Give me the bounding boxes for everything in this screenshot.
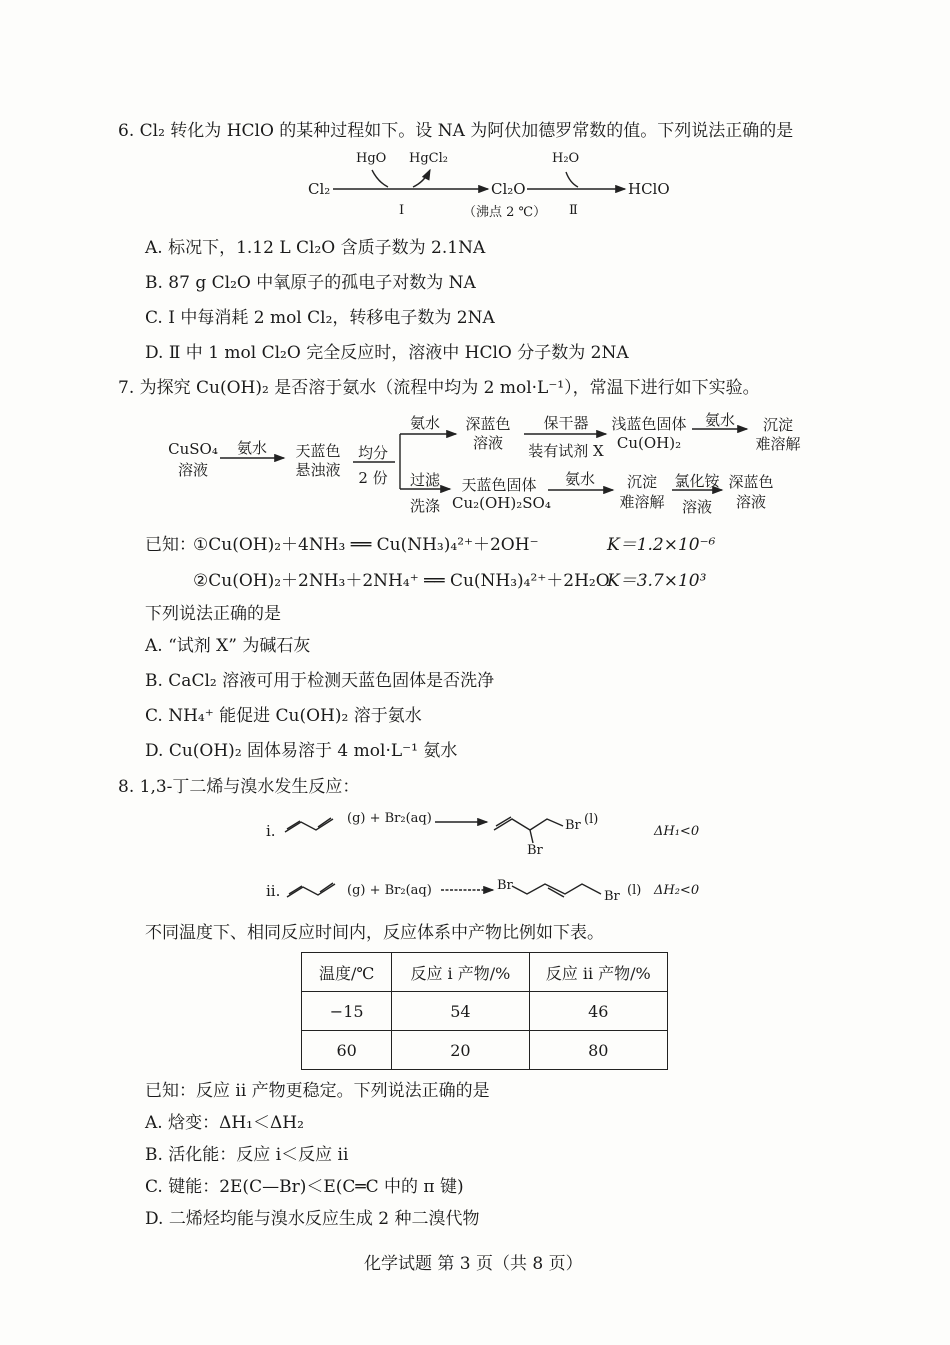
q6-step2: Ⅱ — [569, 203, 578, 218]
q7-option-b: B. CaCl₂ 溶液可用于检测天蓝色固体是否洗净 — [145, 671, 495, 691]
q8-r2-br-a: Br — [497, 878, 513, 893]
q6-option-d: D. Ⅱ 中 1 mol Cl₂O 完全反应时，溶液中 HClO 分子数为 2NA — [145, 343, 629, 363]
q8-known: 已知：反应 ii 产物更稳定。下列说法正确的是 — [145, 1081, 490, 1101]
q7-option-d: D. Cu(OH)₂ 固体易溶于 4 mol·L⁻¹ 氨水 — [145, 741, 458, 761]
table-cell: 20 — [392, 1031, 529, 1070]
q6-stem: 6. Cl₂ 转化为 HClO 的某种过程如下。设 NA 为阿伏加德罗常数的值。下列说法正确的是 — [118, 121, 794, 141]
q7-insol-2: 难溶解 — [755, 435, 801, 453]
q8-r1-cbr-bond — [530, 830, 533, 843]
q7-deep-blue-2: 溶液 — [472, 434, 503, 452]
q7-top-ammonia: 氨水 — [409, 414, 440, 432]
q7-deep-blue-1: 深蓝色 — [465, 415, 511, 433]
q7-insol-1: 沉淀 — [762, 416, 793, 434]
table-cell: 80 — [529, 1031, 668, 1070]
q7-top-ammonia-2: 氨水 — [704, 411, 735, 429]
q8-r2-dh: ΔH₂<0 — [654, 883, 700, 898]
table-header: 反应 i 产物/% — [392, 953, 529, 992]
q7-wash: 洗涤 — [409, 497, 440, 515]
q7-filter: 过滤 — [409, 471, 440, 489]
table-cell: −15 — [302, 992, 392, 1031]
q8-r2-reactants: (g) + Br₂(aq) — [347, 883, 432, 898]
q7-equation-1: ①Cu(OH)₂＋4NH₃ ══ Cu(NH₃)₄²⁺＋2OH⁻ — [193, 535, 539, 555]
q8-r1-dh: ΔH₁<0 — [654, 824, 700, 839]
q8-r2-state: (l) — [627, 883, 642, 898]
q6-mid: Cl₂O — [491, 180, 526, 198]
q7-stem: 7. 为探究 Cu(OH)₂ 是否溶于氨水（流程中均为 2 mol·L⁻¹），常温下进行如下实验。 — [118, 378, 760, 398]
table-cell: 46 — [529, 992, 668, 1031]
q8-option-c: C. 键能：2E(C—Br)＜E(C═C 中的 π 键) — [145, 1177, 464, 1197]
q7-bot-insol-1: 沉淀 — [626, 473, 657, 491]
page-footer: 化学试题 第 3 页（共 8 页） — [364, 1254, 583, 1274]
q6-start: Cl₂ — [308, 180, 331, 198]
q8-stem: 8. 1,3-丁二烯与溴水发生反应： — [118, 777, 360, 797]
q7-nh4cl-solution: 溶液 — [681, 498, 712, 516]
q7-dryer: 保干器 — [543, 414, 589, 432]
q6-option-a: A. 标况下，1.12 L Cl₂O 含质子数为 2.1NA — [145, 238, 486, 258]
table-cell: 54 — [392, 992, 529, 1031]
q7-k1: K＝1.2×10⁻⁶ — [607, 535, 716, 555]
q6-end: HClO — [628, 180, 670, 198]
q7-bot-insol-2: 难溶解 — [619, 493, 665, 511]
q7-bot-deep-1: 深蓝色 — [728, 473, 774, 491]
q8-r1-diene-db2 — [318, 818, 331, 827]
q8-r2-diene-db1 — [289, 886, 302, 894]
q8-r1-reactants: (g) + Br₂(aq) — [347, 811, 432, 826]
q7-with-x: 装有试剂 X — [528, 442, 604, 460]
table-header: 温度/℃ — [302, 953, 392, 992]
q7-equation-2: ②Cu(OH)₂＋2NH₃＋2NH₄⁺ ══ Cu(NH₃)₄²⁺＋2H₂O — [193, 571, 610, 591]
q8-r2-diene-db2 — [320, 883, 333, 892]
q7-known-label: 已知： — [145, 535, 196, 555]
q7-ask: 下列说法正确的是 — [145, 604, 281, 624]
q7-basic-salt: Cu₂(OH)₂SO₄ — [452, 494, 551, 512]
q8-r2-label: ii. — [266, 882, 281, 900]
q6-hgcl2-curve — [413, 170, 430, 187]
q7-ammonia-1: 氨水 — [236, 439, 267, 457]
q8-option-b: B. 活化能：反应 i＜反应 ii — [145, 1145, 349, 1165]
q8-option-a: A. 焓变：ΔH₁＜ΔH₂ — [145, 1113, 304, 1133]
q7-nh4cl: 氯化铵 — [674, 472, 720, 490]
q8-r2-br-b: Br — [604, 889, 620, 904]
q6-option-b: B. 87 g Cl₂O 中氧原子的孤电子对数为 NA — [145, 273, 476, 293]
q8-r1-br-b: Br — [527, 843, 543, 858]
table-cell: 60 — [302, 1031, 392, 1070]
q6-hgo-curve — [372, 170, 388, 187]
q6-water: H₂O — [552, 151, 580, 166]
q7-cuso4-solution: 溶液 — [177, 461, 208, 479]
q7-k2: K＝3.7×10³ — [607, 571, 707, 591]
q7-option-c: C. NH₄⁺ 能促进 Cu(OH)₂ 溶于氨水 — [145, 706, 422, 726]
q7-split-2: 2 份 — [358, 469, 388, 487]
q7-cuoh2: Cu(OH)₂ — [616, 434, 682, 452]
q7-sky-blue: 天蓝色固体 — [461, 476, 537, 494]
q7-suspension-2: 悬浊液 — [295, 461, 341, 479]
table-header: 反应 ii 产物/% — [529, 953, 668, 992]
q7-bot-deep-2: 溶液 — [735, 493, 766, 511]
q8-table-intro: 不同温度下、相同反应时间内，反应体系中产物比例如下表。 — [145, 923, 604, 943]
q8-r1-state: (l) — [584, 812, 599, 827]
q6-reagent-in: HgO — [356, 151, 387, 166]
q7-light-blue: 浅蓝色固体 — [611, 415, 687, 433]
q7-cuso4: CuSO₄ — [168, 440, 218, 458]
q8-r1-diene-db1 — [287, 821, 300, 829]
q6-option-c: C. Ⅰ 中每消耗 2 mol Cl₂，转移电子数为 2NA — [145, 308, 495, 328]
q6-step1: Ⅰ — [399, 203, 405, 218]
q7-split-1: 均分 — [357, 444, 388, 462]
q6-reagent-out: HgCl₂ — [409, 151, 448, 166]
q6-mid-note: （沸点 2 ℃） — [463, 205, 547, 220]
q7-bot-ammonia: 氨水 — [564, 470, 595, 488]
q8-r1-label: i. — [266, 822, 276, 840]
q7-option-a: A. “试剂 X” 为碱石灰 — [145, 636, 311, 656]
q8-r1-br-a: Br — [565, 818, 581, 833]
q8-option-d: D. 二烯烃均能与溴水反应生成 2 种二溴代物 — [145, 1209, 480, 1229]
q7-suspension-1: 天蓝色 — [295, 442, 341, 460]
q6-water-curve — [566, 172, 578, 187]
